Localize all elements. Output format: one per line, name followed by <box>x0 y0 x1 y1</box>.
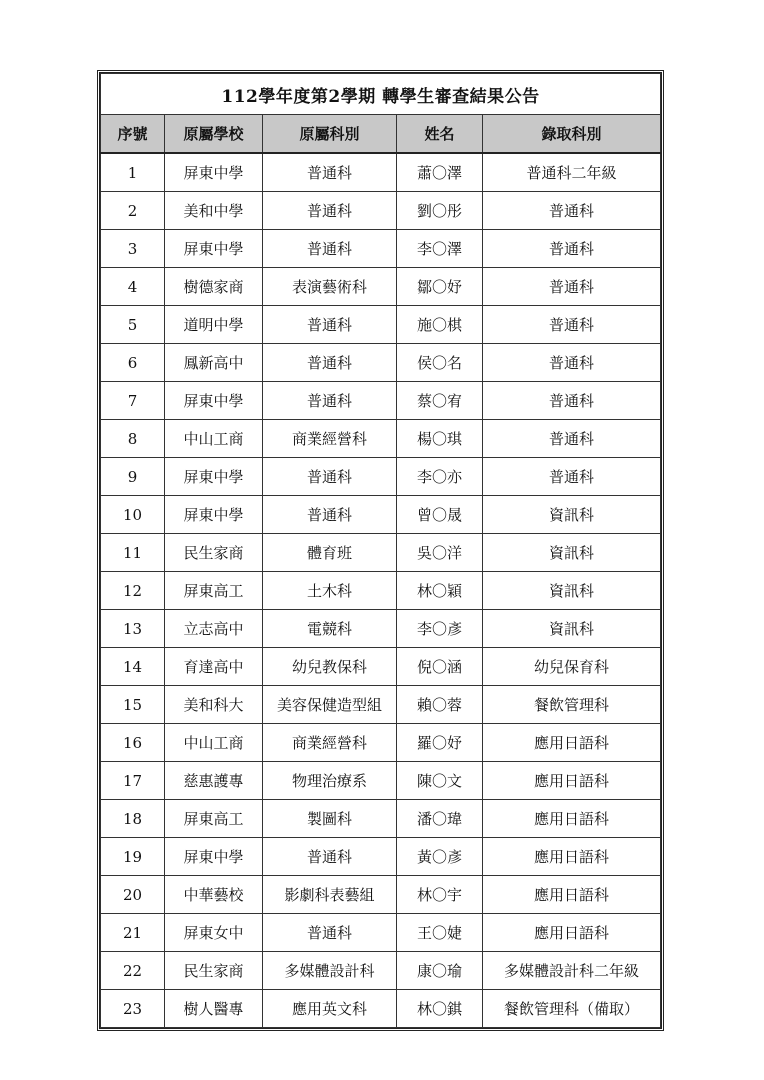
cell-admitted-department: 應用日語科 <box>483 914 661 952</box>
cell-original-department: 普通科 <box>263 458 397 496</box>
header-number: 序號 <box>101 115 165 154</box>
cell-original-school: 中華藝校 <box>165 876 263 914</box>
table-row <box>101 230 661 268</box>
cell-number: 20 <box>101 876 165 914</box>
cell-original-department: 土木科 <box>263 572 397 610</box>
table-row <box>101 268 661 306</box>
cell-number: 21 <box>101 914 165 952</box>
cell-original-school: 道明中學 <box>165 306 263 344</box>
cell-admitted-department: 應用日語科 <box>483 724 661 762</box>
cell-original-school: 育達高中 <box>165 648 263 686</box>
cell-original-department: 普通科 <box>263 382 397 420</box>
table-row <box>101 914 661 952</box>
cell-admitted-department: 普通科 <box>483 306 661 344</box>
cell-original-department: 普通科 <box>263 838 397 876</box>
cell-number: 3 <box>101 230 165 268</box>
cell-admitted-department: 資訊科 <box>483 572 661 610</box>
cell-original-department: 物理治療系 <box>263 762 397 800</box>
cell-name: 林〇穎 <box>397 572 483 610</box>
cell-admitted-department: 應用日語科 <box>483 762 661 800</box>
cell-number: 4 <box>101 268 165 306</box>
cell-original-school: 屏東中學 <box>165 458 263 496</box>
table-row <box>101 952 661 990</box>
table-row <box>101 572 661 610</box>
table-row <box>101 458 661 496</box>
cell-admitted-department: 資訊科 <box>483 610 661 648</box>
cell-name: 賴〇蓉 <box>397 686 483 724</box>
cell-number: 9 <box>101 458 165 496</box>
cell-name: 林〇錤 <box>397 990 483 1028</box>
cell-number: 8 <box>101 420 165 458</box>
cell-admitted-department: 資訊科 <box>483 496 661 534</box>
cell-name: 王〇婕 <box>397 914 483 952</box>
cell-name: 鄒〇妤 <box>397 268 483 306</box>
cell-original-department: 美容保健造型組 <box>263 686 397 724</box>
table-title-row <box>101 74 661 115</box>
table-row <box>101 838 661 876</box>
table-row <box>101 800 661 838</box>
cell-name: 楊〇琪 <box>397 420 483 458</box>
cell-number: 1 <box>101 153 165 192</box>
cell-number: 7 <box>101 382 165 420</box>
cell-original-department: 製圖科 <box>263 800 397 838</box>
cell-name: 李〇澤 <box>397 230 483 268</box>
cell-name: 倪〇涵 <box>397 648 483 686</box>
cell-admitted-department: 餐飲管理科 <box>483 686 661 724</box>
cell-original-school: 中山工商 <box>165 420 263 458</box>
table-title: 112學年度第2學期 轉學生審查結果公告 <box>101 74 661 115</box>
table-row <box>101 876 661 914</box>
cell-original-school: 屏東中學 <box>165 230 263 268</box>
cell-original-school: 民生家商 <box>165 952 263 990</box>
cell-name: 侯〇名 <box>397 344 483 382</box>
cell-admitted-department: 應用日語科 <box>483 800 661 838</box>
cell-original-school: 慈惠護專 <box>165 762 263 800</box>
announcement-table-frame <box>97 70 664 1031</box>
cell-number: 19 <box>101 838 165 876</box>
cell-original-department: 多媒體設計科 <box>263 952 397 990</box>
cell-number: 5 <box>101 306 165 344</box>
cell-name: 陳〇文 <box>397 762 483 800</box>
cell-name: 羅〇妤 <box>397 724 483 762</box>
cell-original-school: 屏東高工 <box>165 800 263 838</box>
cell-name: 蔡〇宥 <box>397 382 483 420</box>
cell-original-school: 立志高中 <box>165 610 263 648</box>
cell-original-school: 美和科大 <box>165 686 263 724</box>
cell-original-school: 屏東中學 <box>165 153 263 192</box>
cell-name: 李〇彥 <box>397 610 483 648</box>
cell-number: 6 <box>101 344 165 382</box>
cell-number: 17 <box>101 762 165 800</box>
cell-original-school: 屏東中學 <box>165 496 263 534</box>
cell-admitted-department: 普通科 <box>483 268 661 306</box>
cell-admitted-department: 餐飲管理科（備取） <box>483 990 661 1028</box>
table-row <box>101 610 661 648</box>
cell-original-department: 幼兒教保科 <box>263 648 397 686</box>
table-row <box>101 306 661 344</box>
cell-original-school: 鳳新高中 <box>165 344 263 382</box>
cell-original-department: 普通科 <box>263 153 397 192</box>
cell-admitted-department: 普通科 <box>483 230 661 268</box>
cell-admitted-department: 普通科二年級 <box>483 153 661 192</box>
cell-admitted-department: 普通科 <box>483 382 661 420</box>
header-name: 姓名 <box>397 115 483 154</box>
cell-original-department: 普通科 <box>263 496 397 534</box>
cell-admitted-department: 應用日語科 <box>483 876 661 914</box>
table-row <box>101 420 661 458</box>
table-row <box>101 648 661 686</box>
cell-admitted-department: 普通科 <box>483 192 661 230</box>
cell-number: 10 <box>101 496 165 534</box>
cell-original-department: 應用英文科 <box>263 990 397 1028</box>
table-row <box>101 724 661 762</box>
table-row <box>101 382 661 420</box>
cell-original-department: 影劇科表藝組 <box>263 876 397 914</box>
table-row <box>101 686 661 724</box>
cell-name: 蕭〇澤 <box>397 153 483 192</box>
table-row <box>101 762 661 800</box>
cell-name: 吳〇洋 <box>397 534 483 572</box>
cell-original-department: 普通科 <box>263 344 397 382</box>
cell-admitted-department: 普通科 <box>483 420 661 458</box>
cell-admitted-department: 應用日語科 <box>483 838 661 876</box>
cell-number: 16 <box>101 724 165 762</box>
cell-admitted-department: 普通科 <box>483 344 661 382</box>
table-row <box>101 534 661 572</box>
cell-number: 15 <box>101 686 165 724</box>
cell-name: 潘〇瑋 <box>397 800 483 838</box>
header-original-department: 原屬科別 <box>263 115 397 154</box>
cell-original-school: 屏東中學 <box>165 382 263 420</box>
cell-original-school: 中山工商 <box>165 724 263 762</box>
cell-original-department: 體育班 <box>263 534 397 572</box>
cell-original-department: 商業經營科 <box>263 420 397 458</box>
cell-original-department: 普通科 <box>263 192 397 230</box>
cell-name: 曾〇晟 <box>397 496 483 534</box>
cell-name: 劉〇彤 <box>397 192 483 230</box>
cell-name: 黃〇彥 <box>397 838 483 876</box>
cell-admitted-department: 多媒體設計科二年級 <box>483 952 661 990</box>
cell-name: 林〇宇 <box>397 876 483 914</box>
cell-original-school: 樹德家商 <box>165 268 263 306</box>
cell-original-school: 美和中學 <box>165 192 263 230</box>
cell-number: 13 <box>101 610 165 648</box>
table-row <box>101 192 661 230</box>
cell-original-department: 普通科 <box>263 306 397 344</box>
cell-original-school: 屏東中學 <box>165 838 263 876</box>
cell-name: 施〇棋 <box>397 306 483 344</box>
cell-original-department: 電競科 <box>263 610 397 648</box>
transfer-results-table <box>100 73 661 1028</box>
cell-admitted-department: 普通科 <box>483 458 661 496</box>
table-body <box>101 153 661 1028</box>
header-admitted-department: 錄取科別 <box>483 115 661 154</box>
cell-admitted-department: 資訊科 <box>483 534 661 572</box>
table-row <box>101 344 661 382</box>
cell-original-school: 民生家商 <box>165 534 263 572</box>
table-row <box>101 990 661 1028</box>
cell-original-department: 商業經營科 <box>263 724 397 762</box>
cell-original-department: 普通科 <box>263 230 397 268</box>
table-row <box>101 496 661 534</box>
cell-name: 李〇亦 <box>397 458 483 496</box>
cell-number: 2 <box>101 192 165 230</box>
cell-number: 14 <box>101 648 165 686</box>
cell-number: 23 <box>101 990 165 1028</box>
cell-number: 18 <box>101 800 165 838</box>
table-header-row <box>101 115 661 154</box>
cell-number: 11 <box>101 534 165 572</box>
cell-name: 康〇瑜 <box>397 952 483 990</box>
cell-original-department: 表演藝術科 <box>263 268 397 306</box>
cell-number: 12 <box>101 572 165 610</box>
cell-original-school: 屏東高工 <box>165 572 263 610</box>
header-original-school: 原屬學校 <box>165 115 263 154</box>
cell-original-school: 樹人醫專 <box>165 990 263 1028</box>
table-row <box>101 153 661 192</box>
cell-number: 22 <box>101 952 165 990</box>
cell-original-department: 普通科 <box>263 914 397 952</box>
cell-original-school: 屏東女中 <box>165 914 263 952</box>
cell-admitted-department: 幼兒保育科 <box>483 648 661 686</box>
